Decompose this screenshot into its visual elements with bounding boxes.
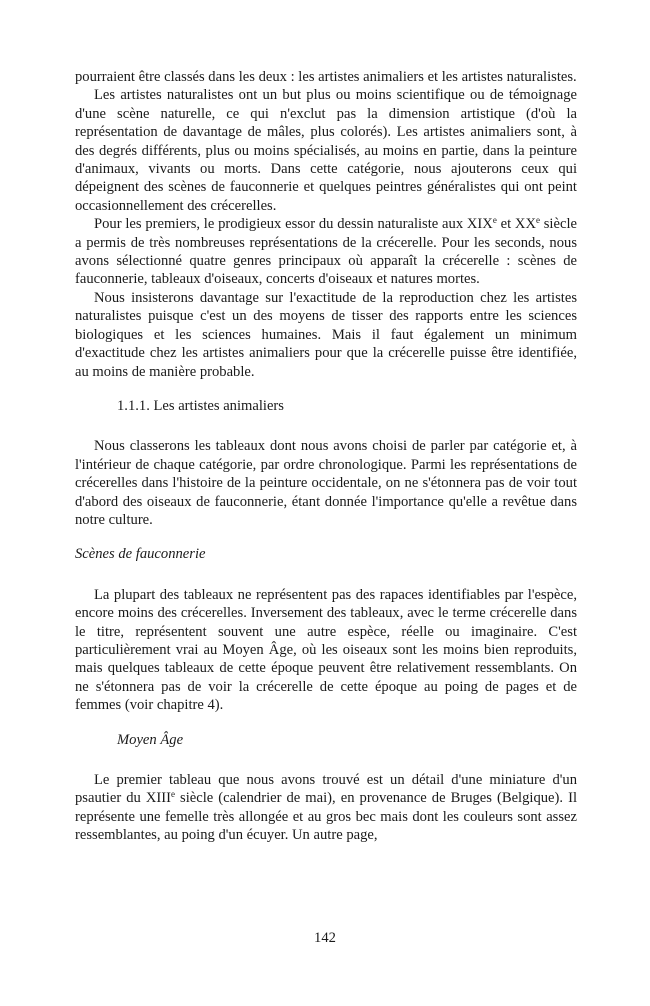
superscript-e: e	[492, 215, 497, 226]
paragraph-7	[75, 771, 577, 845]
middle-ages-heading: Moyen Âge	[117, 731, 184, 748]
falconry-heading: Scènes de fauconnerie	[75, 546, 206, 563]
paragraph-7-part-b: siècle (calendrier de mai), en provenance de Bruges (Belgique). Il représente une femelle très allongée et au gros bec mais dont les couleurs sont assez ressemblantes, au poing d'un écuyer. Un autre page,	[75, 790, 577, 844]
paragraph-2: Les artistes naturalistes ont un but plus ou moins scientifique ou de témoignage d'une scène naturelle, ce qui n'exclut pas la dimension artistique (d'où la représentation de davantage de mâles, plus colorés). Les artistes animaliers sont, à des degrés différents, plus ou moins spécialisés, au moins en partie, dans la peinture d'animaux, vivants ou morts. Dans cette catégorie, nous ajouterons ceux qui dépeignent des scènes de fauconnerie et quelques peintres généralistes qui ont peint occasionnellement des crécerelles.	[75, 87, 577, 214]
page-number: 142	[314, 930, 336, 946]
paragraph-3-part-b: et XX	[496, 216, 536, 233]
paragraph-5: Nous classerons les tableaux dont nous avons choisi de parler par catégorie et, à l'intérieur de chaque catégorie, par ordre chronologique. Parmi les représentations de crécerelles dans l'histoire de la peinture occidentale, on ne s'étonnera pas de voir tout d'abord des oiseaux de fauconnerie, étant donnée l'importance qu'elle a revêtue dans notre culture.	[75, 438, 577, 528]
paragraph-6: La plupart des tableaux ne représentent pas des rapaces identifiables par l'espèce, encore moins des crécerelles. Inversement des tableaux, avec le terme crécerelle dans le titre, représentent souvent une autre espèce, réelle ou imaginaire. C'est particulièrement vrai au Moyen Âge, où les oiseaux sont les moins bien reproduits, mais quelques tableaux de cette époque peuvent être relativement ressemblants. On ne s'étonnera pas de voir la crécerelle de cette époque au poing de pages et de femmes (voir chapitre 4).	[75, 586, 577, 714]
superscript-e: e	[535, 215, 540, 226]
paragraph-1: pourraient être classés dans les deux : les artistes animaliers et les artistes naturalistes.	[75, 69, 577, 85]
paragraph-3	[75, 215, 577, 289]
superscript-e: e	[170, 789, 175, 800]
paragraph-3-part-a: Pour les premiers, le prodigieux essor du dessin naturaliste aux XIX	[94, 216, 493, 233]
paragraph-3-part-c: siècle a permis de très nombreuses représentations de la crécerelle. Pour les seconds, nous avons sélectionné quatre genres principaux où apparaît la crécerelle : scènes de fauconnerie, tableaux d'oiseaux, concerts d'oiseaux et natures mortes.	[75, 216, 577, 288]
paragraph-4: Nous insisterons davantage sur l'exactitude de la reproduction chez les artistes naturalistes puisque c'est un des moyens de tisser des rapports entre les sciences biologiques et les sciences humaines. Mais il faut également un minimum d'exactitude chez les artistes animaliers pour que la crécerelle puisse être identifiée, au moins de manière probable.	[75, 289, 577, 380]
paragraph-7-part-a: Le premier tableau que nous avons trouvé est un détail d'une miniature d'un psautier du XIII	[75, 772, 577, 807]
subsection-heading: 1.1.1. Les artistes animaliers	[117, 397, 284, 414]
page-body	[75, 68, 577, 845]
